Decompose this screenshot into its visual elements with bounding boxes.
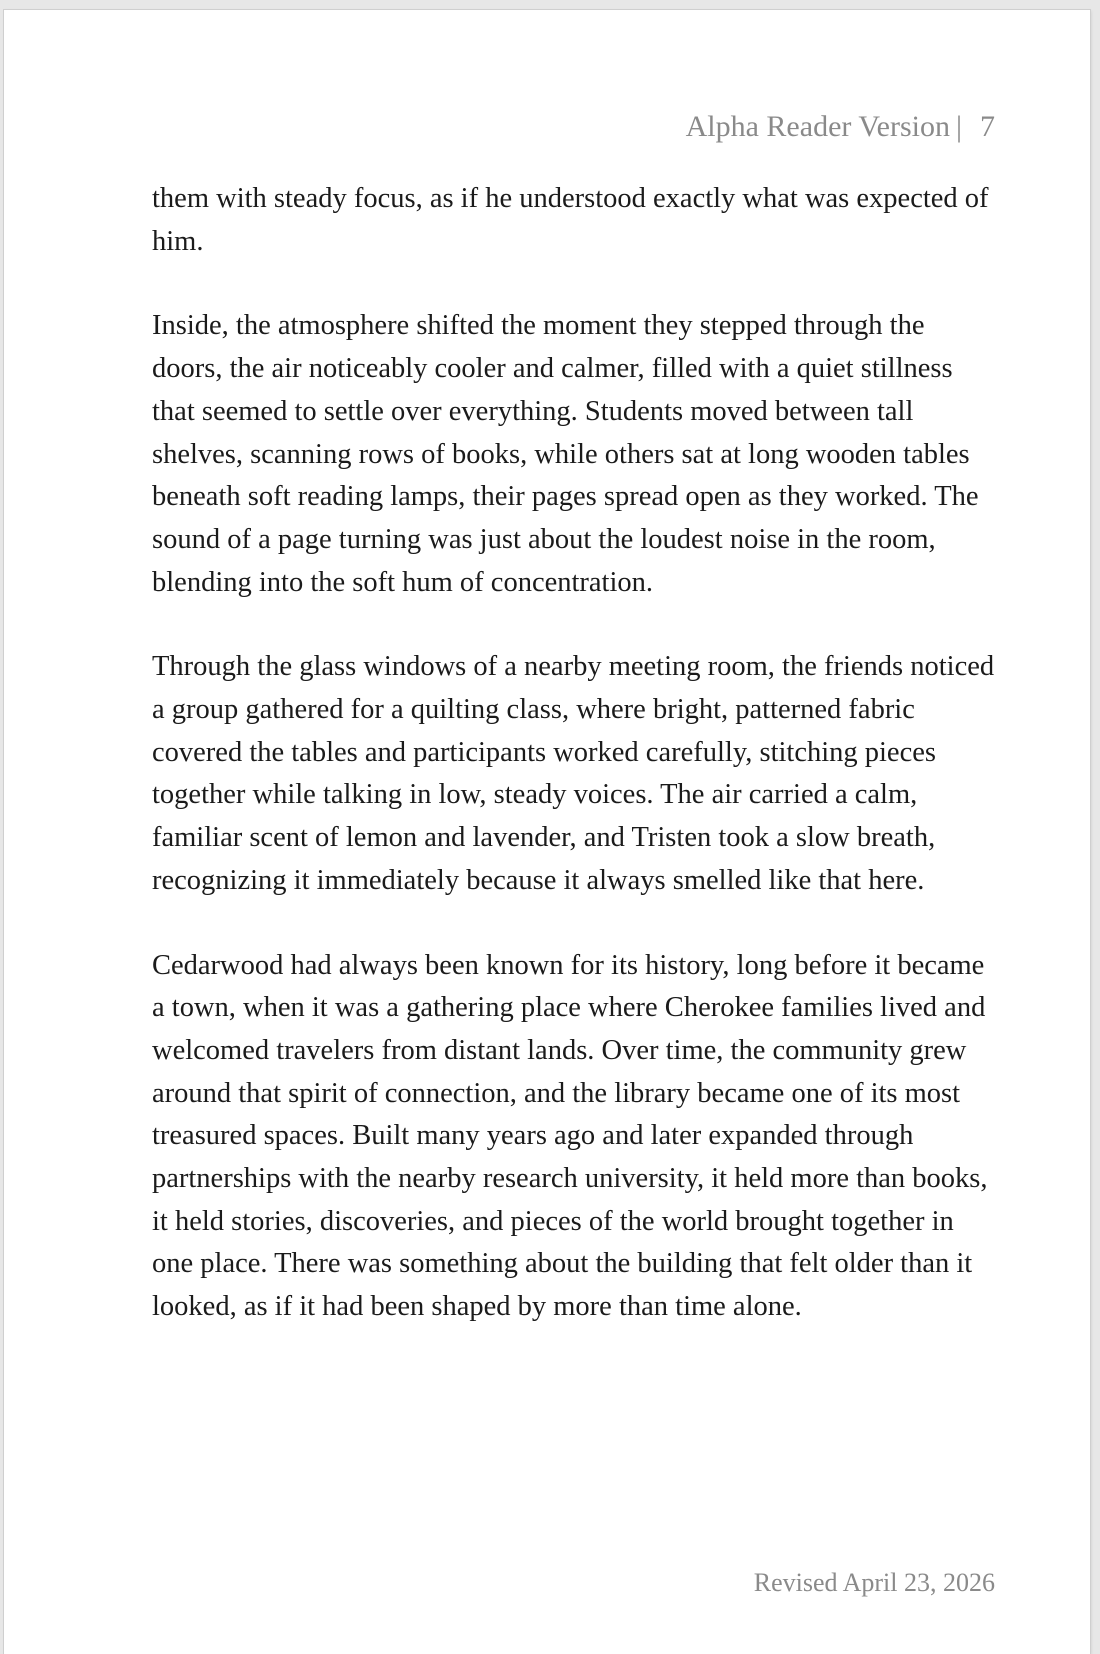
paragraph-cedarwood-history: Cedarwood had always been known for its history, long before it became a town, when it was a gathering place where Cherokee families lived and welcomed travelers from distant lands. Over time, the community grew around that spirit of connection, and the library became one of its most treasured spaces. Built many years ago and later expanded through partnerships with the nearby research university, it held more than books, it held stories, discoveries, and pieces of the world brought together in one place. There was something about the building that felt older than it looked, as if it had been shaped by more than time alone. <box>152 949 988 1323</box>
page-header <box>686 110 995 144</box>
paragraph-quilting-class: Through the glass windows of a nearby meeting room, the friends noticed a group gathered for a quilting class, where bright, patterned fabric covered the tables and participants worked carefully, stitching pieces together while talking in low, steady voices. The air carried a calm, familiar scent of lemon and lavender, and Tristen took a slow breath, recognizing it immediately because it always smelled like that here. <box>152 651 995 896</box>
document-page <box>4 10 1090 1654</box>
header-separator: | <box>955 110 962 143</box>
running-title: Alpha Reader Version <box>685 110 950 143</box>
page-number: 7 <box>980 110 995 143</box>
page-body <box>152 178 1002 1371</box>
paragraph-continuation: them with steady focus, as if he understood exactly what was expected of him. <box>152 183 989 257</box>
paragraph-library-interior: Inside, the atmosphere shifted the moment they stepped through the doors, the air noticeably cooler and calmer, filled with a quiet stillness that seemed to settle over everything. Students moved between tall shelves, scanning rows of books, while others sat at long wooden tables beneath soft reading lamps, their pages spread open as they worked. The sound of a page turning was just about the loudest noise in the room, blending into the soft hum of concentration. <box>152 310 979 598</box>
window-top-edge <box>0 0 1100 10</box>
revision-date: Revised April 23, 2026 <box>753 1568 995 1597</box>
page-footer <box>754 1568 995 1598</box>
